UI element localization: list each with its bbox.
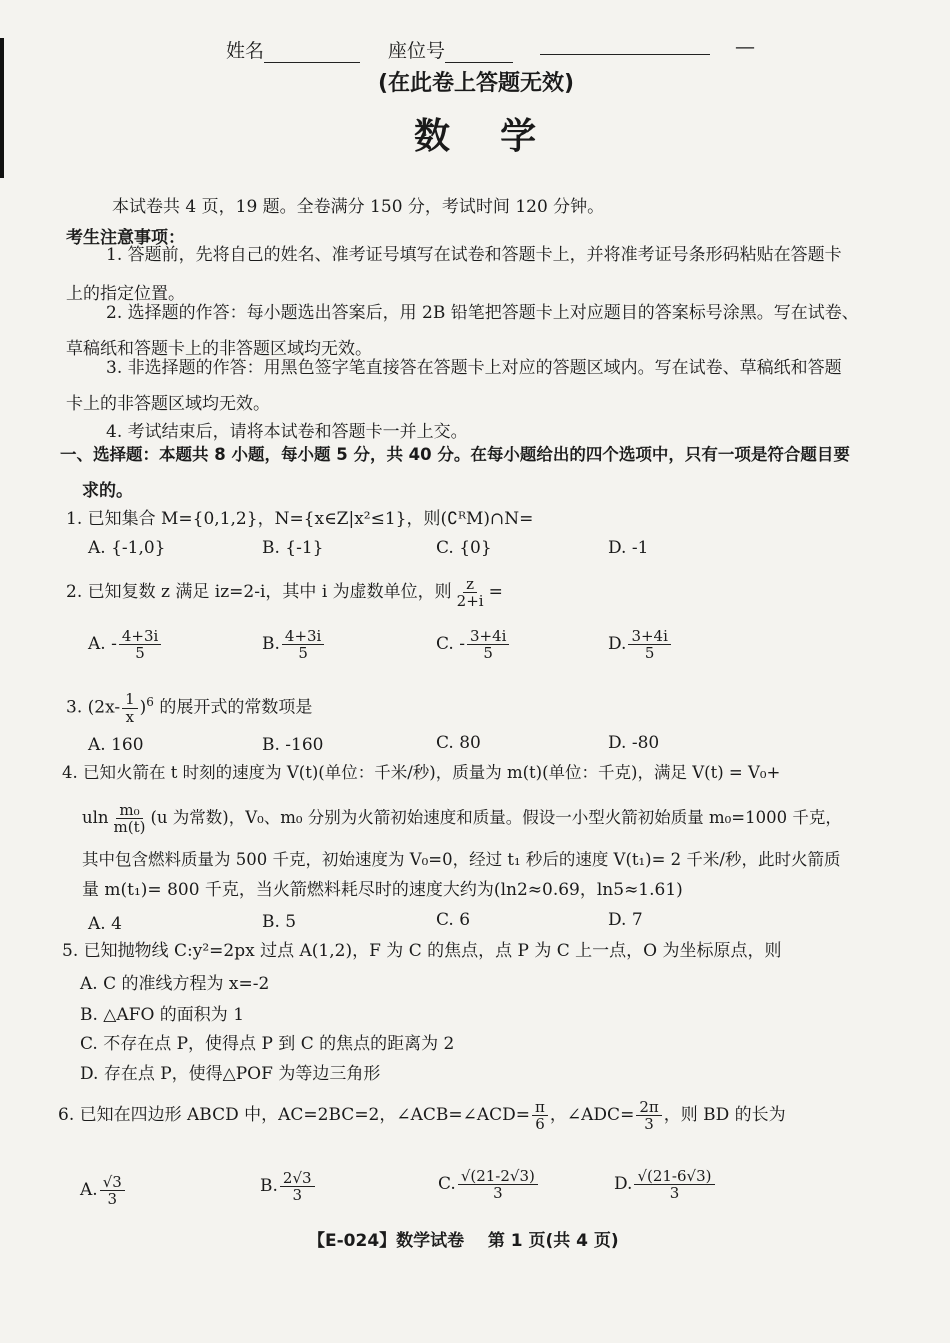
q2-stem-text: 2. 已知复数 z 满足 iz=2-i，其中 i 为虚数单位，则 (66, 582, 452, 602)
q6-option-b[interactable]: B. $\frac{2√3}{3}$ (260, 1162, 317, 1210)
q3-option-d[interactable]: D. -80 (608, 733, 660, 753)
blank-field[interactable] (540, 36, 710, 55)
section1-line2: 求的。 (82, 481, 133, 501)
q5-option-a[interactable]: A. C 的准线方程为 x=-2 (80, 974, 270, 994)
q2-fraction: $\frac{z}{2+i}$ (456, 574, 484, 610)
q3-stem: 3. (2x- $\frac{1}{x}$ )$^6$ 的展开式的常数项是 (66, 690, 313, 726)
note-2b: 草稿纸和答题卡上的非答题区域均无效。 (66, 339, 372, 359)
name-field[interactable] (226, 36, 360, 63)
note-1b: 上的指定位置。 (66, 284, 185, 304)
q5-option-b[interactable]: B. △AFO 的面积为 1 (80, 1005, 245, 1025)
page-title: 数 学 (414, 116, 537, 157)
q3-option-a[interactable]: A. 160 (88, 735, 144, 755)
q2-option-b[interactable]: B. $\frac{4+3i}{5}$ (262, 622, 326, 666)
q2-option-d[interactable]: D. $\frac{3+4i}{5}$ (608, 622, 673, 666)
intro-text: 本试卷共 4 页，19 题。全卷满分 150 分，考试时间 120 分钟。 (112, 197, 605, 217)
q1-option-c[interactable]: C. {0} (436, 538, 492, 558)
scan-edge-mark (0, 38, 4, 178)
q4-line4: 量 m(t₁)= 800 千克，当火箭燃料耗尽时的速度大约为(ln2≈0.69，ln5≈1.61) (82, 880, 683, 900)
note-3b: 卡上的非答题区域均无效。 (66, 394, 270, 414)
q5-option-c[interactable]: C. 不存在点 P，使得点 P 到 C 的焦点的距离为 2 (80, 1034, 455, 1054)
seat-label: 座位号 (388, 40, 446, 62)
q3-option-c[interactable]: C. 80 (436, 733, 481, 753)
q2-option-c[interactable]: C. - $\frac{3+4i}{5}$ (436, 622, 511, 666)
seat-field[interactable] (388, 36, 513, 63)
q4-option-b[interactable]: B. 5 (262, 912, 297, 932)
q3-power: 6 (146, 695, 154, 709)
q4-line1: 4. 已知火箭在 t 时刻的速度为 V(t)(单位：千米/秒)，质量为 m(t)(单位：千克)，满足 V(t) = V₀+ (62, 763, 781, 782)
invalid-note: (在此卷上答题无效) (378, 71, 575, 96)
q4-option-a[interactable]: A. 4 (88, 914, 122, 934)
q2-stem: 2. 已知复数 z 满足 iz=2-i，其中 i 为虚数单位，则 $\frac{z}{2+i}$ = (66, 574, 503, 610)
note-4: 4. 考试结束后，请将本试卷和答题卡一并上交。 (106, 422, 468, 442)
q6-stem: 6. 已知在四边形 ABCD 中，AC=2BC=2，∠ACB=∠ACD= $\frac{\pi}{6}$ ，∠ADC= $\frac{2\pi}{3}$ ，则 BD 的长为 (58, 1097, 786, 1133)
q1-option-b[interactable]: B. {-1} (262, 538, 324, 558)
header-dash: — (735, 34, 755, 58)
q6-option-a[interactable]: A. $\frac{√3}{3}$ (80, 1166, 127, 1214)
name-label: 姓名 (226, 40, 265, 62)
notes-heading: 考生注意事项： (66, 228, 185, 248)
q4-line3: 其中包含燃料质量为 500 千克，初始速度为 V₀=0，经过 t₁ 秒后的速度 V(t₁)= 2 千米/秒，此时火箭质 (82, 850, 841, 869)
note-2a: 2. 选择题的作答：每小题选出答案后，用 2B 铅笔把答题卡上对应题目的答案标号涂黑。写在试卷、 (106, 303, 859, 323)
q5-stem: 5. 已知抛物线 C:y²=2px 过点 A(1,2)，F 为 C 的焦点，点 P 为 C 上一点，O 为坐标原点，则 (62, 941, 782, 961)
q6-option-d[interactable]: D. $\frac{√(21-6√3)}{3}$ (614, 1160, 717, 1208)
q5-option-d[interactable]: D. 存在点 P，使得△POF 为等边三角形 (80, 1064, 381, 1084)
q4-line2: uln $\frac{\text{m₀}}{m(t)}$ (u 为常数)，V₀、m₀ 分别为火箭初始速度和质量。假设一小型火箭初始质量 m₀=1000 千克， (82, 800, 842, 836)
note-1a: 1. 答题前，先将自己的姓名、准考证号填写在试卷和答题卡上，并将准考证号条形码粘贴在答题卡 (106, 245, 842, 265)
note-3a: 3. 非选择题的作答：用黑色签字笔直接答在答题卡上对应的答题区域内。写在试卷、草稿纸和答题 (106, 358, 842, 378)
section1-line1: 一、选择题：本题共 8 小题，每小题 5 分，共 40 分。在每小题给出的四个选项中，只有一项是符合题目要 (60, 445, 850, 464)
q6-option-c[interactable]: C. $\frac{√(21-2√3)}{3}$ (438, 1160, 540, 1208)
q4-option-c[interactable]: C. 6 (436, 910, 471, 930)
q1-stem: 1. 已知集合 M={0,1,2}，N={x∈Z|x²≤1}，则(∁ᴿM)∩N= (66, 509, 534, 529)
q3-option-b[interactable]: B. -160 (262, 735, 324, 755)
q2-option-a[interactable]: A. - $\frac{4+3i}{5}$ (88, 622, 163, 666)
q1-option-a[interactable]: A. {-1,0} (88, 538, 166, 558)
q4-option-d[interactable]: D. 7 (608, 910, 643, 930)
q1-option-d[interactable]: D. -1 (608, 538, 649, 558)
page-footer: 【E-024】数学试卷 第 1 页(共 4 页) (308, 1231, 619, 1251)
